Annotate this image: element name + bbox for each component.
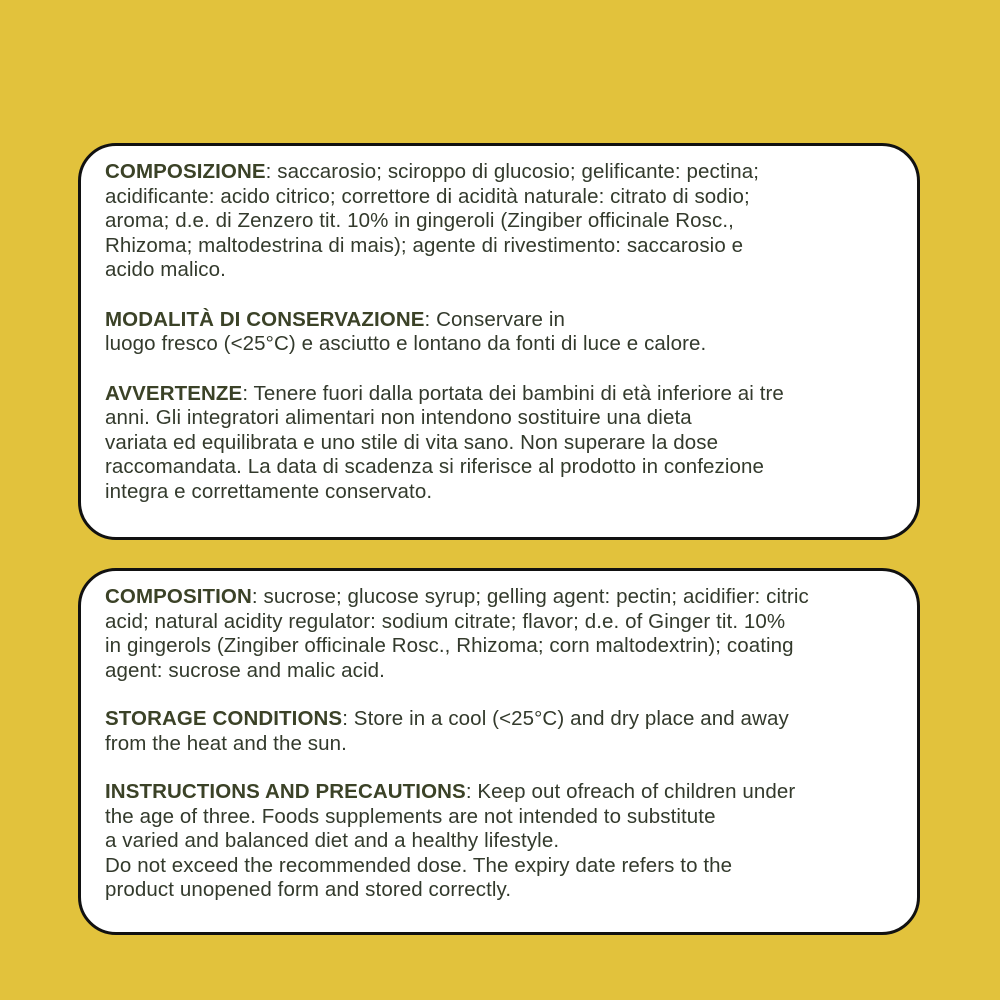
conservazione-text-line: : Conservare in [424,307,566,331]
avvertenze-section [105,382,895,505]
composition-text-line: in gingerols (Zingiber officinale Rosc., Rhizoma; corn maltodextrin); coating [105,634,794,657]
composition-section [105,585,895,683]
storage-heading: STORAGE CONDITIONS [105,707,343,730]
composizione-text-line: acido malico. [105,258,226,281]
avvertenze-text-line: raccomandata. La data di scadenza si riferisce al prodotto in confezione [105,455,765,478]
instructions-text-line: a varied and balanced diet and a healthy lifestyle. [105,829,560,852]
avvertenze-text-line: anni. Gli integratori alimentari non intendono sostituire una dieta [105,406,692,429]
composition-heading: COMPOSITION [105,585,252,608]
italian-label-panel [78,143,920,540]
composizione-text-line: aroma; d.e. di Zenzero tit. 10% in gingeroli (Zingiber officinale Rosc., [105,209,734,232]
instructions-text-line: the age of three. Foods supplements are not intended to substitute [105,804,716,828]
avvertenze-text-line: : Tenere fuori dalla portata dei bambini di età inferiore ai tre [242,381,784,405]
conservazione-section [105,308,895,357]
instructions-section [105,780,895,903]
avvertenze-heading: AVVERTENZE [105,381,243,405]
instructions-text-line: : Keep out ofreach of children under [465,780,796,803]
composition-text-line: acid; natural acidity regulator: sodium citrate; flavor; d.e. of Ginger tit. 10% [105,609,786,633]
storage-section [105,707,895,756]
conservazione-heading: MODALITÀ DI CONSERVAZIONE [105,307,425,331]
avvertenze-text-line: integra e correttamente conservato. [105,479,433,503]
composizione-text-line: acidificante: acido citrico; correttore di acidità naturale: citrato di sodio; [105,184,750,208]
avvertenze-text-line: variata ed equilibrata e uno stile di vita sano. Non superare la dose [105,430,719,454]
instructions-heading: INSTRUCTIONS AND PRECAUTIONS [105,780,466,803]
conservazione-text-line: luogo fresco (<25°C) e asciutto e lontano da fonti di luce e calore. [105,332,707,355]
instructions-text-line: product unopened form and stored correctly. [105,878,512,901]
composizione-heading: COMPOSIZIONE [105,160,266,183]
storage-text-line: from the heat and the sun. [105,731,347,755]
composizione-section [105,160,895,283]
instructions-text-line: Do not exceed the recommended dose. The expiry date refers to the [105,853,733,877]
composition-text-line: : sucrose; glucose syrup; gelling agent: pectin; acidifier: citric [251,585,809,608]
composizione-text-line: : saccarosio; sciroppo di glucosio; gelificante: pectina; [265,160,760,183]
english-label-panel [78,568,920,935]
storage-text-line: : Store in a cool (<25°C) and dry place and away [342,707,789,730]
composizione-text-line: Rhizoma; maltodestrina di mais); agente di rivestimento: saccarosio e [105,233,744,257]
composition-text-line: agent: sucrose and malic acid. [105,658,385,682]
